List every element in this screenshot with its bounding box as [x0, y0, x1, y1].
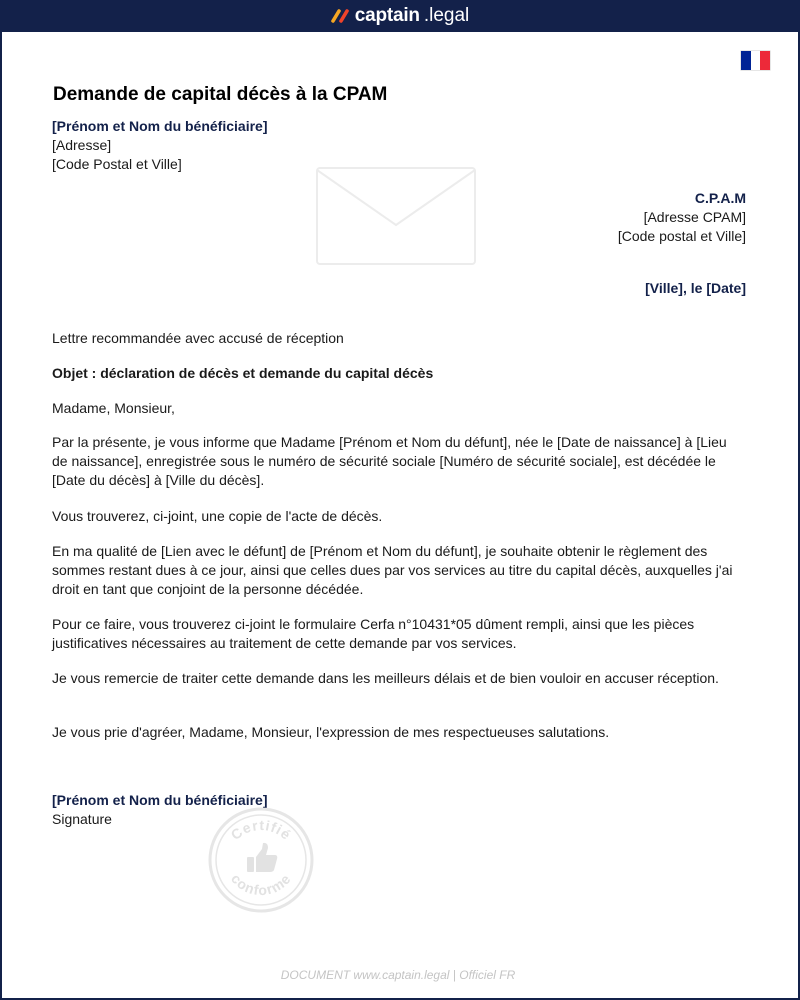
flag-band-blue [741, 51, 751, 70]
recipient-city: [Code postal et Ville] [617, 228, 746, 244]
brand-logo[interactable] [331, 5, 470, 27]
body-paragraph: Vous trouverez, ci-joint, une copie de l'acte de décès. [52, 508, 383, 524]
recipient-name: C.P.A.M [694, 190, 746, 206]
envelope-icon [316, 167, 476, 265]
closing-paragraph: Je vous prie d'agréer, Madame, Monsieur, l'expression de mes respectueuses salutations. [52, 724, 610, 740]
body-paragraph: En ma qualité de [Lien avec le défunt] de [Prénom et Nom du défunt], je souhaite obtenir le règlement des sommes restant dues à ce jour, ainsi que celles dues par vos services au titre du capital décès, auxquelles j'ai droit en tant que conjoint de la personne décédée. [52, 543, 733, 597]
captain-logo-icon [331, 9, 351, 23]
sender-name: [Prénom et Nom du bénéficiaire] [52, 118, 268, 134]
france-flag-icon[interactable] [741, 51, 770, 70]
recipient-address: [Adresse CPAM] [643, 209, 746, 225]
footer-text: DOCUMENT www.captain.legal | Officiel FR [280, 968, 516, 982]
brand-tld: .legal [423, 5, 470, 26]
signature-label: Signature [52, 811, 112, 827]
stamp-text-top: Certifié [227, 816, 295, 844]
delivery-mode: Lettre recommandée avec accusé de réception [52, 330, 344, 346]
brand-name: captain [354, 5, 420, 26]
flag-band-white [751, 51, 761, 70]
body-paragraph: Pour ce faire, vous trouverez ci-joint le formulaire Cerfa n°10431*05 dûment rempli, ainsi que les pièces justificatives nécessaires au traitement de cette demande par vos services. [52, 616, 695, 651]
stamp-text-bottom: conforme [227, 870, 295, 899]
svg-text:conforme [228, 870, 294, 898]
thumbs-up-icon [247, 843, 277, 872]
body-paragraph: Par la présente, je vous informe que Madame [Prénom et Nom du défunt], née le [Date de naissance] à [Lieu de naissance], enregistrée sous le numéro de sécurité sociale [Numéro de sécurité sociale], est décédée le [Date du décès] à [Ville du décès]. [52, 434, 727, 488]
top-bar [0, 0, 800, 32]
document-title: Demande de capital décès à la CPAM [53, 84, 388, 105]
signature-name: [Prénom et Nom du bénéficiaire] [52, 792, 268, 808]
salutation: Madame, Monsieur, [52, 400, 175, 416]
flag-band-red [760, 51, 770, 70]
certified-stamp [207, 806, 315, 914]
sender-city: [Code Postal et Ville] [52, 156, 182, 172]
subject-line: Objet : déclaration de décès et demande du capital décès [52, 365, 434, 381]
sender-address: [Adresse] [52, 137, 112, 153]
body-paragraph: Je vous remercie de traiter cette demande dans les meilleurs délais et de bien vouloir en accuser réception. [52, 670, 719, 686]
place-date: [Ville], le [Date] [645, 280, 746, 296]
